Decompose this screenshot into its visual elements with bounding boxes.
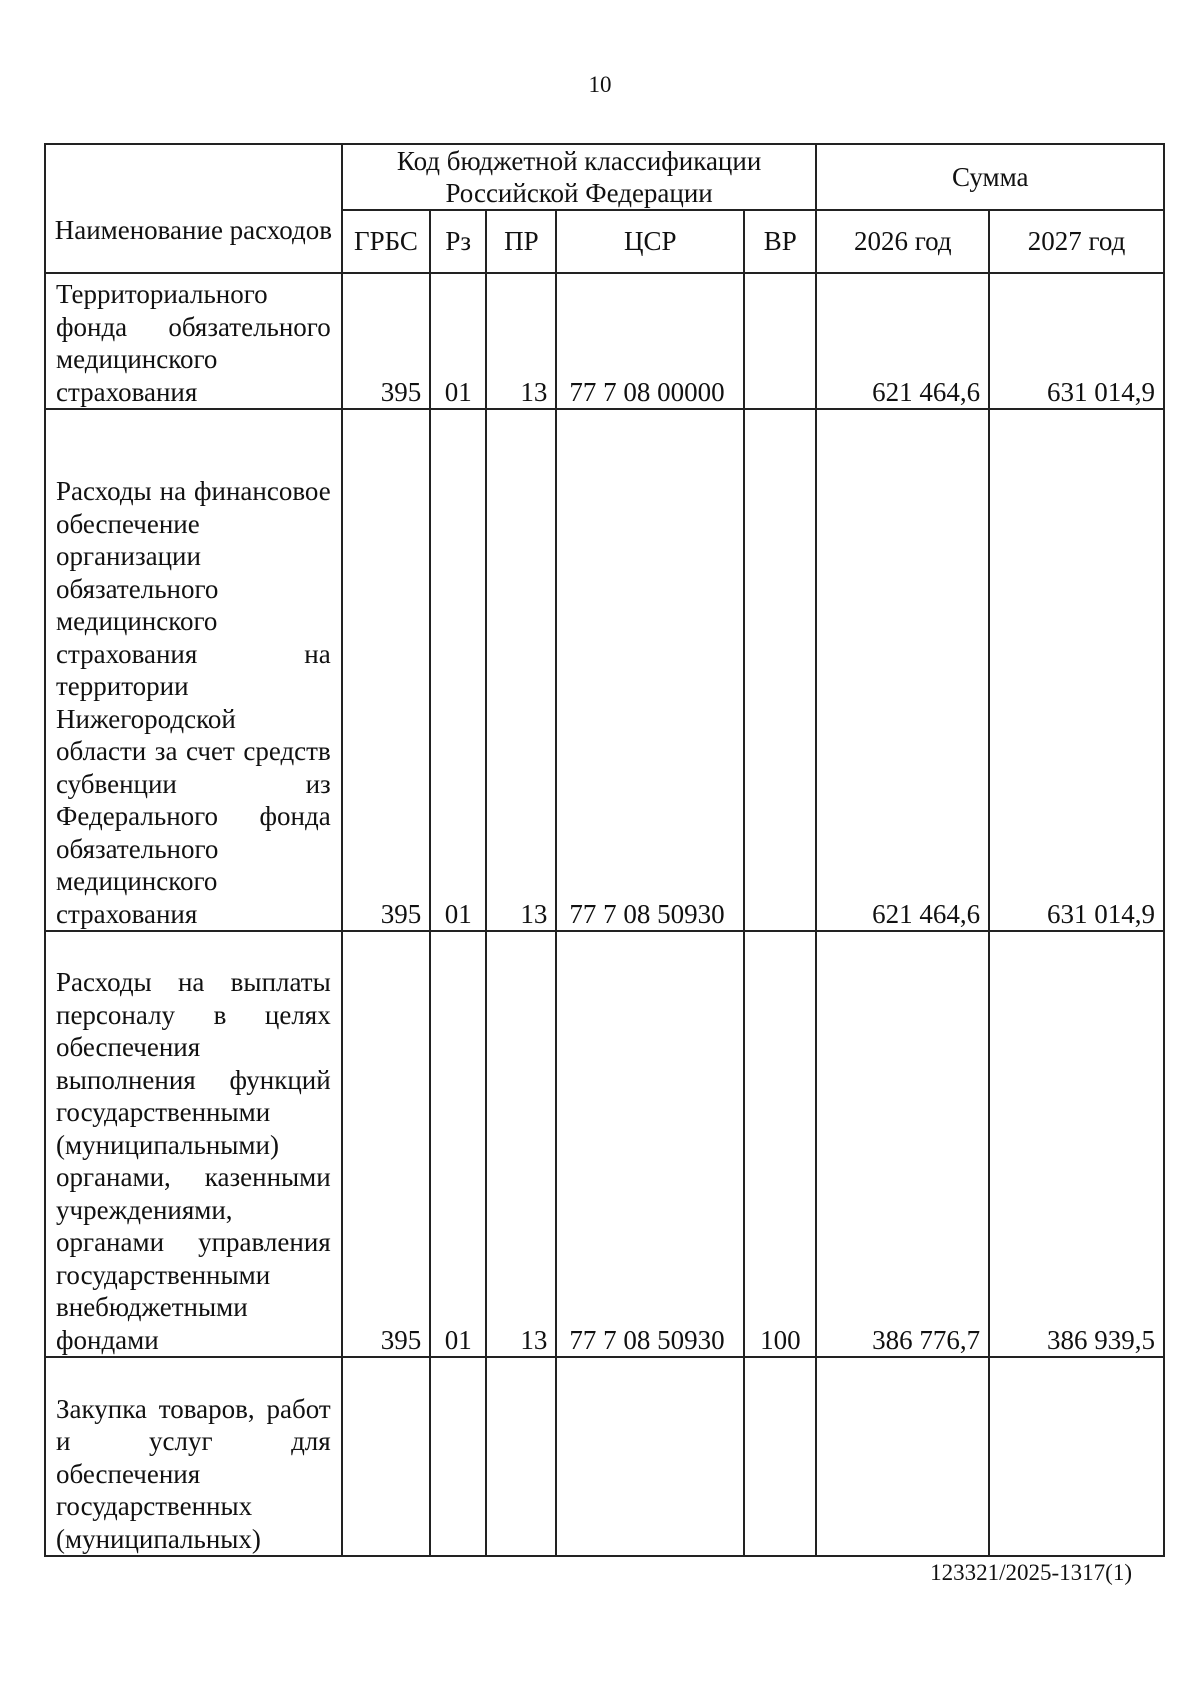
header-grbs: ГРБС: [342, 210, 430, 273]
row-csr: 77 7 08 50930: [556, 931, 744, 1357]
row-vr: 100: [744, 931, 816, 1357]
row-vr: [744, 1357, 816, 1556]
row-2026: 621 464,6: [816, 409, 989, 931]
row-vr: [744, 273, 816, 409]
row-name: Закупка товаров, работ и услуг для обеспечения государственных (муниципальных): [45, 1357, 342, 1556]
row-name: Территориального фонда обязательного медицинского страхования: [45, 273, 342, 409]
table-row: [45, 409, 1164, 931]
budget-table: [44, 143, 1165, 1557]
header-sum-group: Сумма: [816, 144, 1164, 210]
row-grbs: [342, 1357, 430, 1556]
row-pr: [486, 1357, 556, 1556]
row-pr: 13: [486, 409, 556, 931]
row-rz: 01: [430, 273, 486, 409]
row-rz: 01: [430, 409, 486, 931]
table-row: [45, 1357, 1164, 1556]
header-row-top: [45, 144, 1164, 210]
row-2027: 386 939,5: [989, 931, 1164, 1357]
row-csr: 77 7 08 00000: [556, 273, 744, 409]
row-grbs: 395: [342, 409, 430, 931]
row-name: Расходы на выплаты персоналу в целях обеспечения выполнения функций государственными (муниципальными) органами, казенными учреждениями, органами управления государственными внебюджетными фондами: [45, 931, 342, 1357]
row-2026: [816, 1357, 989, 1556]
header-rz: Рз: [430, 210, 486, 273]
page-number: 10: [588, 72, 612, 97]
header-code-group: Код бюджетной классификации Российской Федерации: [342, 144, 817, 210]
header-vr: ВР: [744, 210, 816, 273]
row-csr: [556, 1357, 744, 1556]
row-2027: 631 014,9: [989, 409, 1164, 931]
header-pr: ПР: [486, 210, 556, 273]
row-csr: 77 7 08 50930: [556, 409, 744, 931]
row-name: Расходы на финансовое обеспечение организации обязательного медицинского страхования на территории Нижегородской области за счет средств субвенции из Федерального фонда обязательного медицинского страхования: [45, 409, 342, 931]
row-vr: [744, 409, 816, 931]
table-row: [45, 931, 1164, 1357]
row-2026: 386 776,7: [816, 931, 989, 1357]
header-2027: 2027 год: [989, 210, 1164, 273]
header-csr: ЦСР: [556, 210, 744, 273]
header-2026: 2026 год: [816, 210, 989, 273]
header-name: Наименование расходов: [45, 144, 342, 273]
table-row: [45, 273, 1164, 409]
row-2027: [989, 1357, 1164, 1556]
row-2027: 631 014,9: [989, 273, 1164, 409]
row-2026: 621 464,6: [816, 273, 989, 409]
row-pr: 13: [486, 273, 556, 409]
row-rz: [430, 1357, 486, 1556]
document-number: 123321/2025-1317(1): [930, 1560, 1132, 1585]
row-grbs: 395: [342, 931, 430, 1357]
row-rz: 01: [430, 931, 486, 1357]
row-pr: 13: [486, 931, 556, 1357]
row-grbs: 395: [342, 273, 430, 409]
